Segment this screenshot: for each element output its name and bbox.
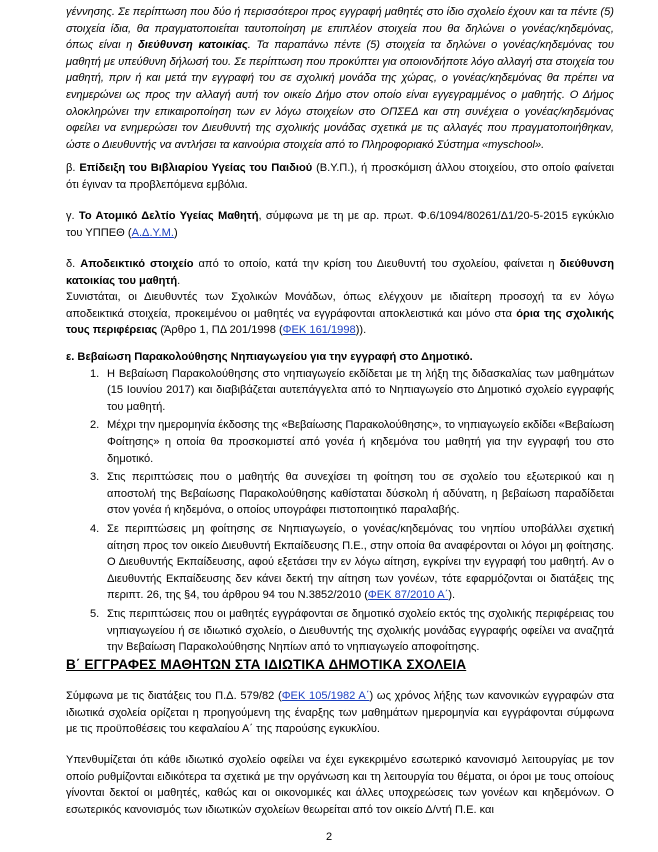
item-beta [66,160,614,193]
item-number: 1. [90,367,100,380]
intro-paragraph [66,4,614,153]
delta-bold-2: διεύθυνση κατοικίας του μαθητή [66,258,615,287]
intro-text-1: γέννησης. Σε περίπτωση που δύο ή περισσότεροι προς εγγραφή μαθητές στο ίδιο σχολείο έχουν και τα πέντε (5) στοιχεία ίδια, θα πραγματοποιείται ταυτοποίηση με επιπλέον στοιχεία που θα δηλώνει ο γονέας/κηδεμόνας, όπως είναι η [66,6,614,52]
epsilon-heading: ε. Βεβαίωση Παρακολούθησης Νηπιαγωγείου για την εγγραφή στο Δημοτικό. [66,351,473,363]
item-text: Σε περιπτώσεις μη φοίτησης σε Νηπιαγωγείο, ο γονέας/κηδεμόνας του νηπίου υποβάλλει σχετική αίτηση προς τον οικείο Διευθυντή Εκπαίδευσης Π.Ε., στην οποία θα αναφέρονται οι λόγοι μη φοίτησης. Ο Διευθυντής Εκπαίδευσης, αφού εξετάσει την εν λόγω αίτηση, εγκρίνει την εγγραφή του μαθητή. Αν ο Διευθυντής Εκπαίδευσης δεν κάνει δεκτή την αίτηση των γονέων, τότε εφαρμόζονται οι διατάξεις της περιπτ. 26, της §4, του άρθρου 94 του Ν.3852/2010 ( [107,522,614,602]
delta-bold-3: όρια της σχολικής τους περιφέρειας [66,307,614,337]
delta-bold-1: Αποδεικτικό στοιχείο [80,258,194,270]
delta-prefix: δ. [66,258,81,270]
section-b-p1b: ) ως χρόνος λήξης των κανονικών εγγραφών στα ιδιωτικά σχολεία ορίζεται η προηγούμενη της έναρξης των μαθημάτων ημερομηνία και εγγράφονται σύμφωνα με τις προϋποθέσεις του κεφαλαίου Α΄ της παρούσης εγκυκλίου. [66,690,614,736]
list-item [66,366,614,416]
list-item [66,606,614,656]
item-number: 2. [90,419,100,432]
beta-bold: Επίδειξη του Βιβλιαρίου Υγείας του Παιδιού [79,162,313,174]
gamma-end: ) [173,226,178,239]
section-b-p1a: Σύμφωνα με τις διατάξεις του Π.Δ. 579/82 ( [66,690,282,702]
fek-161-link[interactable]: ΦΕΚ 161/1998 [282,324,356,337]
intro-text-2: . Τα παραπάνω πέντε (5) στοιχεία τα δηλώνει ο γονέας/κηδεμόνας του μαθητή με υπεύθυνη δήλωσή του. Σε περίπτωση που προκύπτει για οποιονδήποτε λόγο αλλαγή στα στοιχεία του μαθητή, πριν ή και μετά την εγγραφή του σε σχολική μονάδα της χώρας, ο γονέας/κηδεμόνας θα πρέπει να ενημερώνει ως προς την αλλαγή αυτή τον οικείο Δήμο στον οποίο είναι εγγεγραμμένος ο μαθητής. Ο Δήμος ολοκληρώνει την επικαιροποίηση των εν λόγω στοιχείων στο ΟΠΣΕΔ και στη συνέχεια ο γονέας/κηδεμόνας οφείλει να ενημερώσει τον Διευθυντή της σχολικής μονάδας σχετικά με τις αλλαγές που πραγματοποιήθηκαν, ώστε ο Διευθυντής να αντλήσει τα καινούρια στοιχεία από το Πληροφοριακό Σύστημα «myschool». [66,39,615,151]
section-b-paragraph-2: Υπενθυμίζεται ότι κάθε ιδιωτικό σχολείο οφείλει να έχει εγκεκριμένο εσωτερικό κανονισμό λειτουργίας με τον οποίο ρυθμίζονται ειδικότερα τα σχετικά με την οργάνωση και τη λειτουργία του θέματα, οι όροι με τους οποίους γίνονται δεκτοί οι μαθητές, καθώς και οι οικονομικές και άλλες υποχρεώσεις των γονέων και κηδεμόνων. Ο εσωτερικός κανονισμός των ιδιωτικών σχολείων θεωρείται από τον οικείο Δ/ντή Π.Ε. και [66,754,614,816]
gamma-bold: Το Ατομικό Δελτίο Υγείας Μαθητή [78,210,259,222]
item-number: 3. [90,471,100,484]
fek-105-link[interactable]: ΦΕΚ 105/1982 Α΄ [281,690,370,702]
item-epsilon [66,349,614,656]
item-number: 4. [90,522,100,535]
section-b-heading: Β΄ ΕΓΓΡΑΦΕΣ ΜΑΘΗΤΩΝ ΣΤΑ ΙΔΙΩΤΙΚΑ ΔΗΜΟΤΙΚΑ ΣΧΟΛΕΙΑ [66,657,467,672]
item-text: Η Βεβαίωση Παρακολούθησης στο νηπιαγωγείο εκδίδεται με τη λήξη της διδασκαλίας των μαθημάτων (15 Ιουνίου 2017) και διαβιβάζεται αυτεπάγγελτα από το Νηπιαγωγείο στο Δημοτικό σχολείο εγγραφής του μαθητή. [107,367,614,413]
delta-mid-2: . [177,274,181,287]
item-text-end: ). [448,589,456,602]
page-number: 2 [325,831,333,843]
delta-p2b: (Άρθρο 1, ΠΔ 201/1998 ( [157,324,283,337]
list-item [66,469,614,519]
item-delta [66,256,614,339]
epsilon-list [66,366,614,656]
fek-87-link[interactable]: ΦΕΚ 87/2010 Α΄ [367,589,449,602]
item-text: Μέχρι την ημερομηνία έκδοσης της «Βεβαίωσης Παρακολούθησης», το νηπιαγωγείο εκδίδει «Βεβαίωση Φοίτησης» η οποία θα προσκομιστεί από γονέα ή κηδεμόνα του μαθητή για την εγγραφή του στο δημοτικό. [107,419,614,465]
delta-p2: Συνιστάται, οι Διευθυντές των Σχολικών Μονάδων, όπως ελέγχουν με ιδιαίτερη προσοχή τα εν λόγω αποδεικτικά στοιχεία, προκειμένου οι μαθητές να εγγράφονται αποκλειστικά και μόνο στα [66,291,614,320]
gamma-prefix: γ. [66,210,79,222]
delta-p2c: )). [355,324,367,337]
item-gamma [66,208,614,241]
delta-mid-1: από το οποίο, κατά την κρίση του Διευθυντή του σχολείου, φαίνεται η [193,258,560,270]
list-item [66,417,614,467]
item-text: Στις περιπτώσεις που ο μαθητής θα συνεχίσει τη φοίτηση του σε σχολείο του εξωτερικού και η αποστολή της Βεβαίωσης Παρακολούθησης καθίσταται δύσκολη ή αδύνατη, η βεβαίωση παραδίδεται στον γονέα ή κηδεμόνα, ο οποίος υπογράφει πιστοποιητικό παραλαβής. [107,471,614,517]
section-b-paragraph-1 [66,688,614,738]
beta-prefix: β. [66,162,80,174]
list-item [66,521,614,604]
item-number: 5. [90,607,100,620]
item-text: Στις περιπτώσεις που οι μαθητές εγγράφονται σε δημοτικό σχολείο εκτός της σχολικής περιφέρειας του νηπιαγωγείου ή σε ιδιωτικό σχολείο, ο Διευθυντής της σχολικής μονάδας εγγραφής οφείλει να αναζητά την Βεβαίωση Παρακολούθησης Νηπίων από το νηπιαγωγείο αποφοίτησης. [107,607,614,654]
beta-rest: (Β.Υ.Π.), ή προσκόμιση άλλου στοιχείου, στο οποίο φαίνεται ότι έγιναν τα προβλεπόμενα εμβόλια. [66,162,614,191]
adym-link[interactable]: Α.Δ.Υ.Μ. [131,226,174,239]
intro-bold-address: διεύθυνση κατοικίας [138,39,248,52]
gamma-rest: , σύμφωνα με τη με αρ. πρωτ. Φ.6/1094/80261/Δ1/20-5-2015 εγκύκλιο του ΥΠΠΕΘ ( [66,210,614,239]
